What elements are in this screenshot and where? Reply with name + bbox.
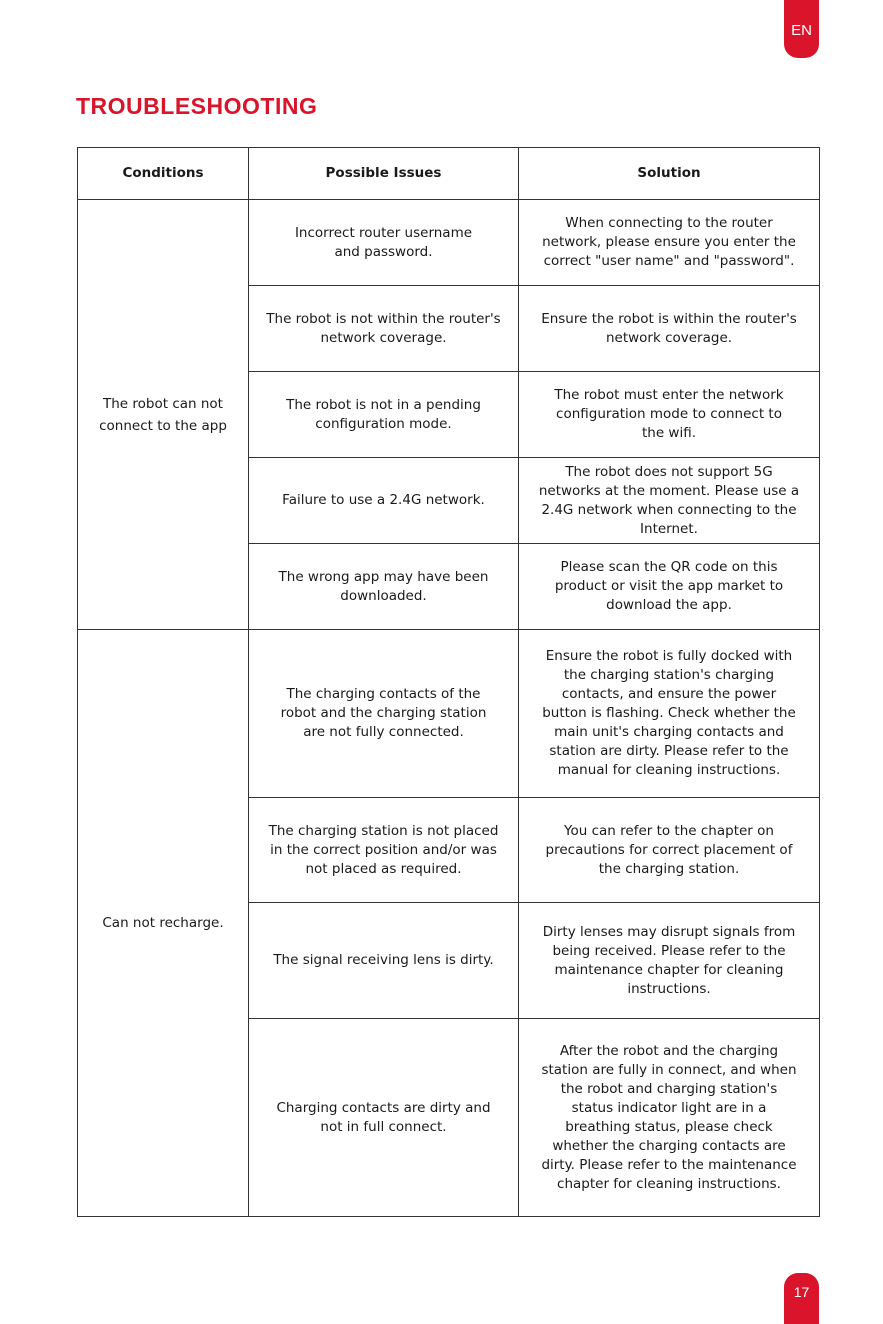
header-solution: Solution	[519, 148, 820, 200]
solution-cell	[519, 903, 820, 1019]
solution-cell	[519, 1019, 820, 1217]
issue-cell	[249, 1019, 519, 1217]
solution-text: The robot does not support 5G networks at the moment. Please use a 2.4G network when connecting to the Internet.	[538, 463, 800, 537]
solution-cell	[519, 458, 820, 544]
page-title: TROUBLESHOOTING	[76, 93, 318, 119]
solution-cell	[519, 286, 820, 372]
issue-text: The wrong app may have been downloaded.	[278, 568, 489, 604]
condition-text: The robot can not connect to the app	[99, 395, 227, 434]
issue-text: The signal receiving lens is dirty.	[273, 952, 494, 968]
solution-text: Ensure the robot is within the router's network coverage.	[541, 310, 797, 346]
language-tab: EN	[784, 0, 819, 58]
page-number: 17	[784, 1273, 819, 1324]
header-possible-issues: Possible Issues	[249, 148, 519, 200]
solution-text: Dirty lenses may disrupt signals from being received. Please refer to the maintenance chapter for cleaning instructions.	[542, 923, 796, 997]
condition-cell	[78, 630, 249, 1217]
solution-cell	[519, 798, 820, 903]
issue-cell	[249, 544, 519, 630]
issue-cell	[249, 372, 519, 458]
issue-cell	[249, 286, 519, 372]
solution-cell	[519, 630, 820, 798]
issue-cell	[249, 458, 519, 544]
issue-cell	[249, 903, 519, 1019]
condition-cell	[78, 200, 249, 630]
issue-text: The charging contacts of the robot and the charging station are not fully connected.	[280, 686, 487, 740]
issue-text: The charging station is not placed in the correct position and/or was not placed as required.	[268, 822, 499, 877]
issue-text: Incorrect router username and password.	[294, 224, 473, 260]
issue-cell	[249, 798, 519, 903]
issue-text: The robot is not within the router's network coverage.	[266, 310, 501, 346]
solution-text: You can refer to the chapter on precautions for correct placement of the charging station.	[545, 822, 793, 877]
table-header-row	[78, 148, 820, 200]
issue-text: Failure to use a 2.4G network.	[282, 492, 485, 508]
issue-cell	[249, 630, 519, 798]
solution-text: Please scan the QR code on this product or visit the app market to download the app.	[554, 559, 784, 613]
condition-text: Can not recharge.	[102, 914, 224, 931]
solution-cell	[519, 200, 820, 286]
solution-cell	[519, 544, 820, 630]
issue-text: The robot is not in a pending configuration mode.	[286, 396, 481, 432]
table-row	[78, 630, 820, 798]
solution-text: The robot must enter the network configuration mode to connect to the wifi.	[554, 387, 784, 441]
solution-text: Ensure the robot is fully docked with the charging station's charging contacts, and ensure the power button is flashing. Check whether the main unit's charging contacts and station are dirty. Please refer to the manual for cleaning instructions.	[542, 648, 796, 778]
solution-text: When connecting to the router network, please ensure you enter the correct "user name" and "password".	[542, 215, 796, 269]
issue-text: Charging contacts are dirty and not in full connect.	[276, 1099, 491, 1135]
header-conditions: Conditions	[78, 148, 249, 200]
troubleshooting-table	[77, 147, 820, 1217]
issue-cell	[249, 200, 519, 286]
table-row	[78, 200, 820, 286]
solution-cell	[519, 372, 820, 458]
solution-text: After the robot and the charging station are fully in connect, and when the robot and charging station's status indicator light are in a breathing status, please check whether the charging contacts are dirty. Please refer to the maintenance chapter for cleaning instructions.	[541, 1042, 797, 1192]
